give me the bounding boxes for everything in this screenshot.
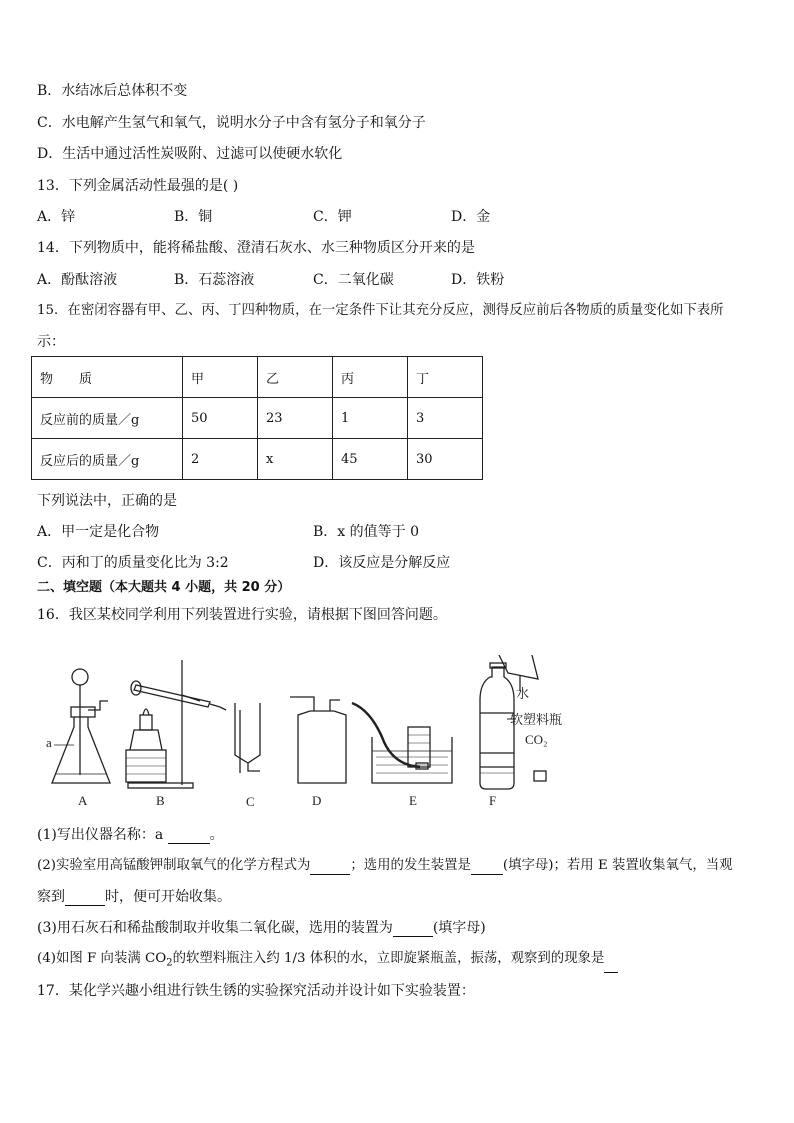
label-D: D — [312, 793, 322, 808]
label-water: 水 — [516, 686, 530, 701]
q14-option-a: A．酚酞溶液 — [37, 272, 118, 288]
table-cell: x — [258, 439, 333, 480]
q13-option-d: D．金 — [451, 209, 491, 225]
q16-part1-end: 。 — [209, 827, 224, 843]
q16-part1 — [37, 826, 224, 844]
table-cell: 30 — [408, 439, 483, 480]
q13-option-a: A．锌 — [37, 209, 76, 225]
q15-option-c: C．丙和丁的质量变化比为 3:2 — [37, 555, 229, 571]
table-cell: 甲 — [183, 357, 258, 398]
label-C: C — [246, 794, 255, 809]
q14-option-c: C．二氧化碳 — [313, 272, 394, 288]
table-cell: 50 — [183, 398, 258, 439]
table-row — [32, 398, 483, 439]
q16-part1-text: (1)写出仪器名称：a — [37, 827, 168, 843]
q16-part2-text: (2)实验室用高锰酸钾制取氧气的化学方程式为 — [37, 858, 311, 873]
section-heading: 二、填空题（本大题共 4 小题，共 20 分） — [37, 580, 291, 595]
q15-prompt: 下列说法中，正确的是 — [37, 493, 177, 509]
q13-option-b: B．铜 — [174, 209, 213, 225]
apparatus-d — [290, 697, 346, 783]
q15-option-d: D．该反应是分解反应 — [313, 555, 451, 571]
q14-stem: 14．下列物质中，能将稀盐酸、澄清石灰水、水三种物质区分开来的是 — [37, 240, 475, 256]
answer-blank[interactable] — [65, 891, 105, 906]
q15-stem-line2: 示： — [37, 334, 65, 350]
answer-blank[interactable] — [310, 860, 350, 875]
label-E: E — [409, 793, 417, 808]
apparatus-c — [235, 703, 260, 773]
q15-mass-table — [31, 356, 483, 480]
table-cell: 1 — [333, 398, 408, 439]
table-cell: 反应后的质量／g — [32, 439, 183, 480]
q14-option-b: B．石蕊溶液 — [174, 272, 255, 288]
label-A: A — [78, 793, 88, 808]
table-cell: 3 — [408, 398, 483, 439]
q16-part3 — [37, 919, 486, 937]
table-cell: 反应前的质量／g — [32, 398, 183, 439]
label-co2: CO₂ — [525, 732, 548, 747]
table-cell: 乙 — [258, 357, 333, 398]
q15-stem-line1: 15．在密闭容器有甲、乙、丙、丁四种物质，在一定条件下让其充分反应，测得反应前后各物质的质量变化如下表所 — [37, 303, 724, 318]
label-bottle: 软塑料瓶 — [510, 712, 563, 727]
q15-option-b: B．x 的值等于 0 — [313, 524, 419, 540]
q13-stem: 13．下列金属活动性最强的是( ) — [37, 178, 239, 194]
q16-part3-end: (填字母) — [432, 920, 486, 936]
q12-option-c: C．水电解产生氢气和氧气，说明水分子中含有氢分子和氧分子 — [37, 115, 426, 131]
q12-option-b: B．水结冰后总体积不变 — [37, 83, 188, 99]
q13-option-c: C．钾 — [313, 209, 352, 225]
apparatus-b — [126, 660, 226, 788]
table-cell: 物 质 — [32, 357, 183, 398]
lab-apparatus-figure — [30, 655, 570, 815]
q16-part4-sub: 2 — [166, 957, 173, 969]
table-cell: 丁 — [408, 357, 483, 398]
table-cell: 23 — [258, 398, 333, 439]
table-row — [32, 357, 483, 398]
table-cell: 2 — [183, 439, 258, 480]
q16-part4-text: (4)如图 F 向装满 CO — [37, 951, 167, 966]
apparatus-e — [352, 703, 452, 783]
answer-blank[interactable] — [604, 958, 618, 973]
q16-part2-line2-text: 察到 — [37, 889, 65, 905]
table-row — [32, 439, 483, 480]
answer-blank[interactable] — [393, 922, 433, 937]
answer-blank[interactable] — [471, 860, 503, 875]
q14-option-d: D．铁粉 — [451, 272, 505, 288]
table-cell: 45 — [333, 439, 408, 480]
q17-stem: 17．某化学兴趣小组进行铁生锈的实验探究活动并设计如下实验装置： — [37, 983, 475, 999]
label-a: a — [46, 735, 52, 750]
q16-part2-line2 — [37, 888, 231, 906]
apparatus-a — [52, 669, 110, 783]
q16-part4 — [37, 950, 618, 973]
q16-part3-text: (3)用石灰石和稀盐酸制取并收集二氧化碳，选用的装置为 — [37, 920, 393, 936]
q16-part2-mid1: ；选用的发生装置是 — [350, 858, 471, 873]
label-F: F — [489, 793, 497, 808]
table-cell: 丙 — [333, 357, 408, 398]
q16-part2 — [37, 857, 733, 875]
q16-part2-line2-end: 时，便可开始收集。 — [105, 889, 231, 905]
label-B: B — [156, 793, 165, 808]
q16-stem: 16．我区某校同学利用下列装置进行实验，请根据下图回答问题。 — [37, 607, 447, 623]
q12-option-d: D．生活中通过活性炭吸附、过滤可以使硬水软化 — [37, 146, 343, 162]
q15-option-a: A．甲一定是化合物 — [37, 524, 160, 540]
q16-part2-mid2: (填字母)；若用 E 装置收集氧气，当观 — [502, 858, 733, 873]
answer-blank[interactable] — [168, 829, 210, 844]
q16-part4-rest: 的软塑料瓶注入约 1/3 体积的水，立即旋紧瓶盖，振荡，观察到的现象是 — [172, 951, 605, 966]
